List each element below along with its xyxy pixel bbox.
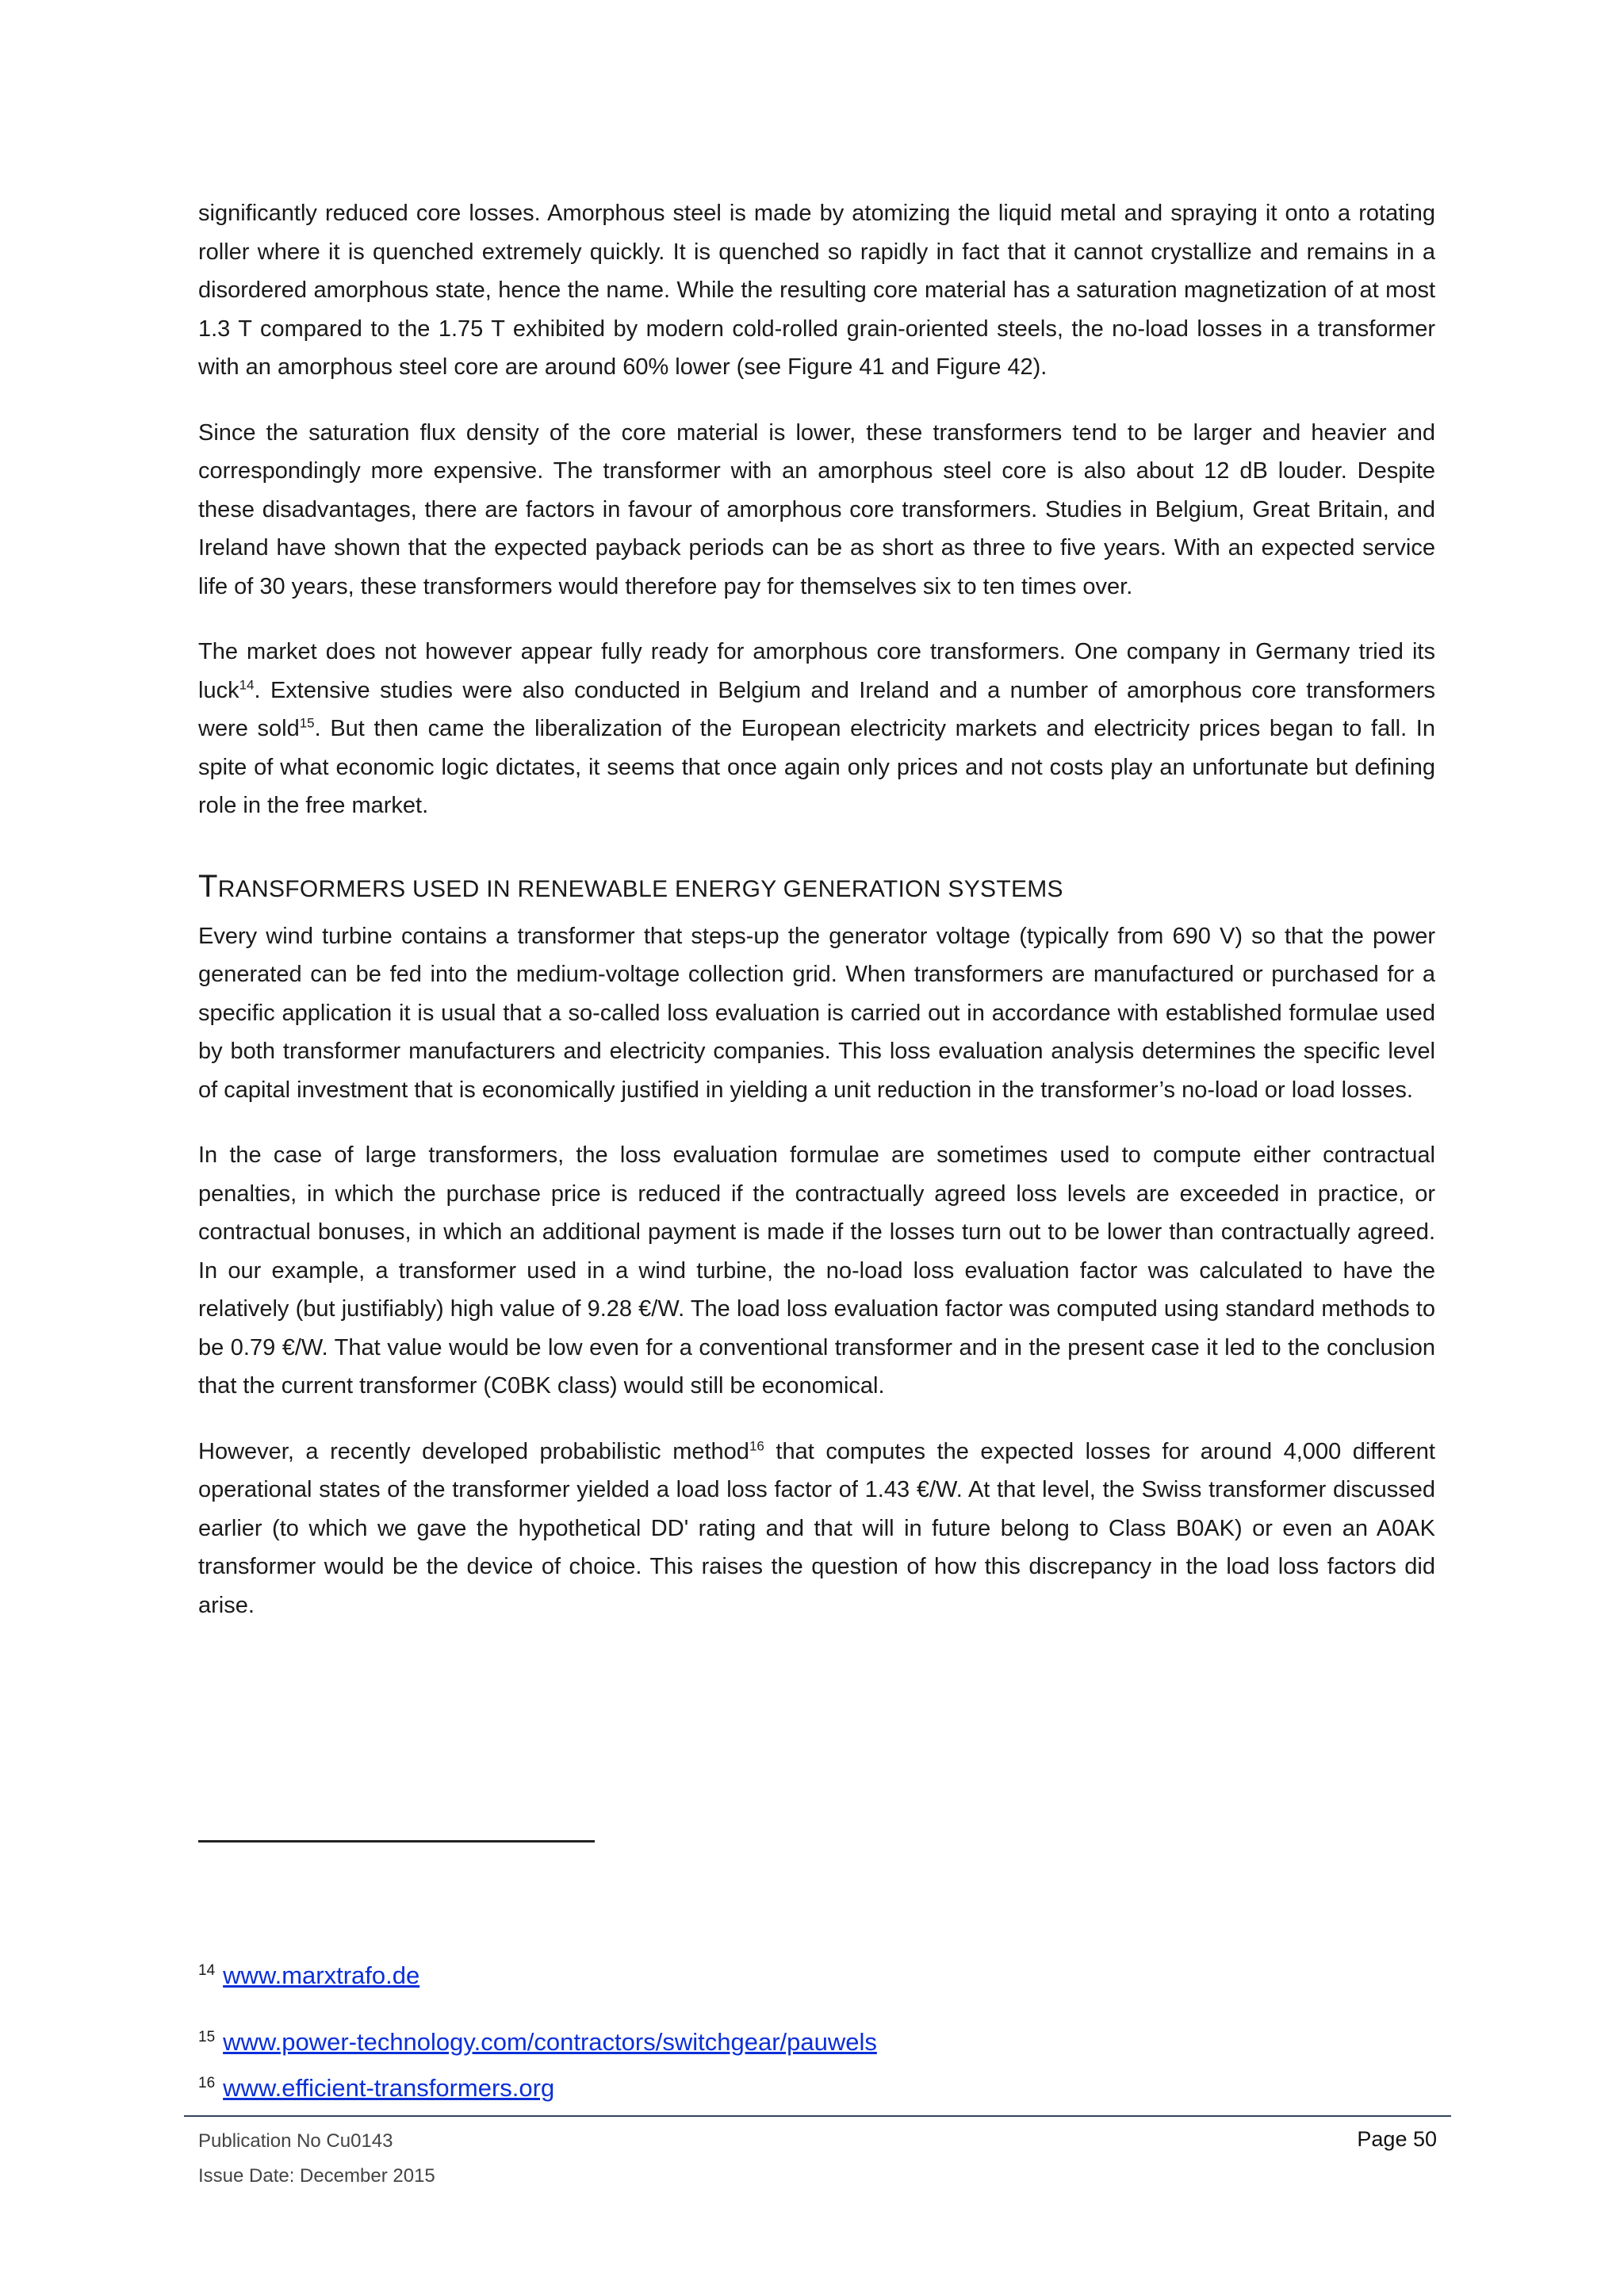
paragraph-large-transformers: In the case of large transformers, the loss evaluation formulae are sometimes used to compute either contractual penalties, in which the purchase price is reduced if the contractually agreed loss levels are exceeded in practice, or contractual bonuses, in which an additional payment is made if the losses turn out to be lower than contractually agreed. In our example, a transformer used in a wind turbine, the no-load loss evaluation factor was calculated to have the relatively (but justifiably) high value of 9.28 €/W. The load loss evaluation factor was computed using standard methods to be 0.79 €/W. That value would be low even for a conventional transformer and in the present case it led to the conclusion that the current transformer (C0BK class) would still be economical.	[198, 1142, 1435, 1399]
footer-issue-label: Issue Date:	[198, 2165, 295, 2187]
footnote-number: 14	[198, 1961, 216, 1979]
paragraph-probabilistic-method	[198, 1433, 1435, 1625]
footnote-16	[198, 2072, 554, 2104]
footer-separator	[184, 2115, 1451, 2117]
footer-publication: Publication No Cu0143	[198, 2130, 393, 2152]
section-heading	[198, 867, 1435, 909]
paragraph-probabilistic-part-b: that computes the expected losses for around 4,000 different operational states of the transformer yielded a load loss factor of 1.43 €/W. At that level, the Swiss transformer discussed earlier (to which we gave the hypothetical DD' rating and that will in future belong to Class B0AK) or even an A0AK transformer would be the device of choice. This raises the question of how this discrepancy in the load loss factors did arise.	[198, 1438, 1435, 1618]
paragraph-saturation-flux: Since the saturation flux density of the core material is lower, these transformers tend to be larger and heavier and correspondingly more expensive. The transformer with an amorphous steel core is also about 12 dB louder. Despite these disadvantages, there are factors in favour of amorphous core transformers. Studies in Belgium, Great Britain, and Ireland have shown that the expected payback periods can be as short as three to five years. With an expected service life of 30 years, these transformers would therefore pay for themselves six to ten times over.	[198, 419, 1435, 599]
footnote-number: 16	[198, 2074, 216, 2091]
paragraph-market-part-c: . But then came the liberalization of the European electricity markets and electricity prices began to fall. In spite of what economic logic dictates, it seems that once again only prices and not costs play an unfortunate but defining role in the free market.	[198, 716, 1435, 818]
body-text	[198, 194, 1435, 1651]
paragraph-wind-turbine: Every wind turbine contains a transformer that steps-up the generator voltage (typically from 690 V) so that the power generated can be fed into the medium-voltage collection grid. When transformers are manufactured or purchased for a specific application it is usual that a so-called loss evaluation is carried out in accordance with established formulae used by both transformer manufacturers and electricity companies. This loss evaluation analysis determines the specific level of capital investment that is economically justified in yielding a unit reduction in the transformer’s no-load or load losses.	[198, 923, 1435, 1103]
footnote-link-power-technology[interactable]: www.power-technology.com/contractors/switchgear/pauwels	[223, 2028, 877, 2056]
footnote-15	[198, 2026, 877, 2058]
paragraph-market-part-b: . Extensive studies were also conducted in Belgium and Ireland and a number of amorphous core transformers were sold	[198, 677, 1435, 741]
page-number: Page 50	[1357, 2127, 1437, 2151]
footer-issue-value: December 2015	[300, 2165, 435, 2187]
section-heading-initial: T	[198, 868, 218, 904]
footnote-ref-16[interactable]: 16	[749, 1437, 764, 1453]
paragraph-probabilistic-part-a: However, a recently developed probabilistic method	[198, 1438, 749, 1464]
footnote-number: 15	[198, 2028, 216, 2045]
footnote-link-marxtrafo[interactable]: www.marxtrafo.de	[223, 1961, 420, 1989]
paragraph-market	[198, 633, 1435, 825]
footer-issue-date	[198, 2164, 435, 2188]
footnote-14	[198, 1960, 419, 1992]
footnote-separator	[198, 1840, 595, 1843]
paragraph-market-part-a: The market does not however appear fully ready for amorphous core transformers. One company in Germany tried its luck	[198, 639, 1435, 703]
footnote-link-efficient-transformers[interactable]: www.efficient-transformers.org	[223, 2074, 555, 2102]
footnote-ref-15[interactable]: 15	[299, 715, 315, 731]
footnote-ref-14[interactable]: 14	[239, 676, 255, 692]
section-heading-rest: RANSFORMERS USED IN RENEWABLE ENERGY GENERATION SYSTEMS	[217, 875, 1063, 902]
paragraph-amorphous-steel: significantly reduced core losses. Amorphous steel is made by atomizing the liquid metal and spraying it onto a rotating roller where it is quenched extremely quickly. It is quenched so rapidly in fact that it cannot crystallize and remains in a disordered amorphous state, hence the name. While the resulting core material has a saturation magnetization of at most 1.3 T compared to the 1.75 T exhibited by modern cold-rolled grain-oriented steels, the no-load losses in a transformer with an amorphous steel core are around 60% lower (see Figure 41 and Figure 42).	[198, 201, 1435, 380]
